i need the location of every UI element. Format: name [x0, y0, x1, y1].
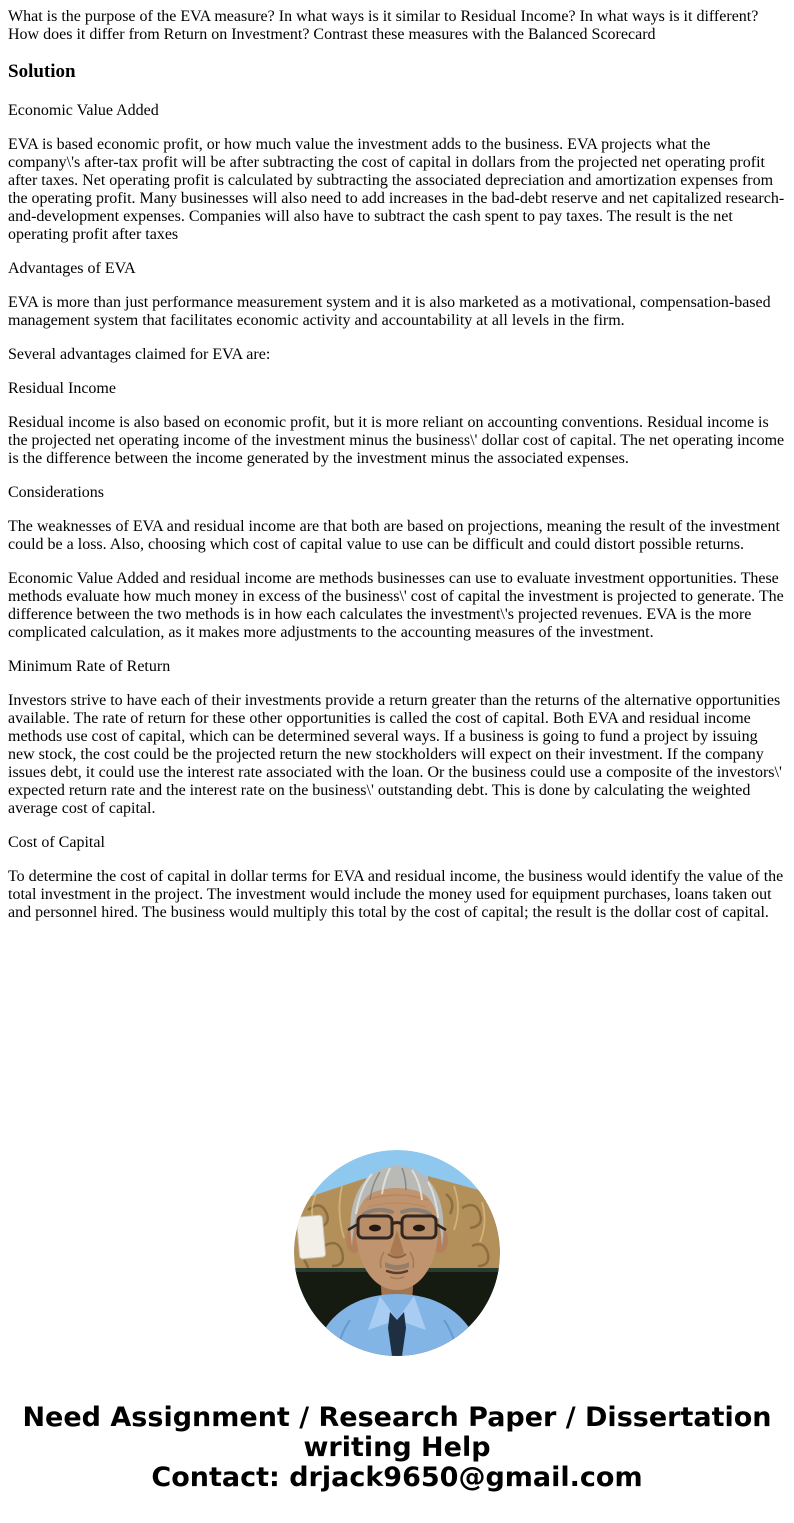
section-heading: Residual Income	[8, 380, 116, 397]
section-heading: Economic Value Added	[8, 102, 159, 119]
paragraph: The weaknesses of EVA and residual income are that both are based on projections, meaning the result of the investment could be a loss. Also, choosing which cost of capital value to use can be difficult and could distort possible returns.	[8, 518, 780, 553]
paragraph: Residual income is also based on economic profit, but it is more reliant on accounting conventions. Residual income is the projected net operating income of the investment minus the business\' dollar cost of capital. The net operating income is the difference between the income generated by the investment minus the associated expenses.	[8, 414, 785, 467]
footer-line: writing Help	[303, 1432, 491, 1463]
avatar	[294, 1150, 500, 1356]
tutor-photo-illustration	[294, 1150, 500, 1356]
section-heading: Considerations	[8, 484, 104, 501]
paragraph: To determine the cost of capital in dollar terms for EVA and residual income, the business would identify the value of the total investment in the project. The investment would include the money used for equipment purchases, loans taken out and personnel hired. The business would multiply this total by the cost of capital; the result is the dollar cost of capital.	[8, 868, 784, 921]
wall-switch-plate	[296, 1215, 326, 1259]
paragraph: EVA is more than just performance measurement system and it is also marketed as a motivational, compensation-based management system that facilitates economic activity and accountability at all levels in the firm.	[8, 294, 771, 329]
footer-banner	[8, 1403, 786, 1515]
question-text: What is the purpose of the EVA measure? In what ways is it similar to Residual Income? In what ways is it different? How does it differ from Return on Investment? Contrast these measures with the Balanced Scorecard	[8, 8, 759, 43]
paragraph: Investors strive to have each of their investments provide a return greater than the returns of the alternative opportunities available. The rate of return for these other opportunities is called the cost of capital. Both EVA and residual income methods use cost of capital, which can be determined several ways. If a business is going to fund a project by issuing new stock, the cost could be the projected return the new stockholders will expect on their investment. If the company issues debt, it could use the interest rate associated with the loan. Or the business could use a composite of the investors\' expected return rate and the interest rate on the business\' outstanding debt. This is done by calculating the weighted average cost of capital.	[8, 692, 782, 817]
footer-contact-email: Contact: drjack9650@gmail.com	[151, 1462, 643, 1493]
footer-line: Need Assignment / Research Paper / Dissertation	[22, 1402, 772, 1433]
section-heading: Advantages of EVA	[8, 260, 136, 277]
paragraph: Several advantages claimed for EVA are:	[8, 346, 271, 363]
section-heading: Minimum Rate of Return	[8, 658, 171, 675]
paragraph: Economic Value Added and residual income are methods businesses can use to evaluate investment opportunities. These methods evaluate how much money in excess of the business\' cost of capital the investment is projected to generate. The difference between the two methods is in how each calculates the investment\'s projected revenues. EVA is the more complicated calculation, as it makes more adjustments to the accounting measures of the investment.	[8, 570, 784, 641]
paragraph: EVA is based economic profit, or how much value the investment adds to the business. EVA projects what the company\'s after-tax profit will be after subtracting the cost of capital in dollars from the projected net operating profit after taxes. Net operating profit is calculated by subtracting the associated depreciation and amortization expenses from the operating profit. Many businesses will also need to add increases in the bad-debt reserve and net capitalized research-and-development expenses. Companies will also have to subtract the cash spent to pay taxes. The result is the net operating profit after taxes	[8, 136, 785, 243]
solution-heading: Solution	[8, 61, 76, 82]
eye-right	[413, 1225, 425, 1232]
eye-left	[369, 1225, 381, 1232]
section-heading: Cost of Capital	[8, 834, 105, 851]
